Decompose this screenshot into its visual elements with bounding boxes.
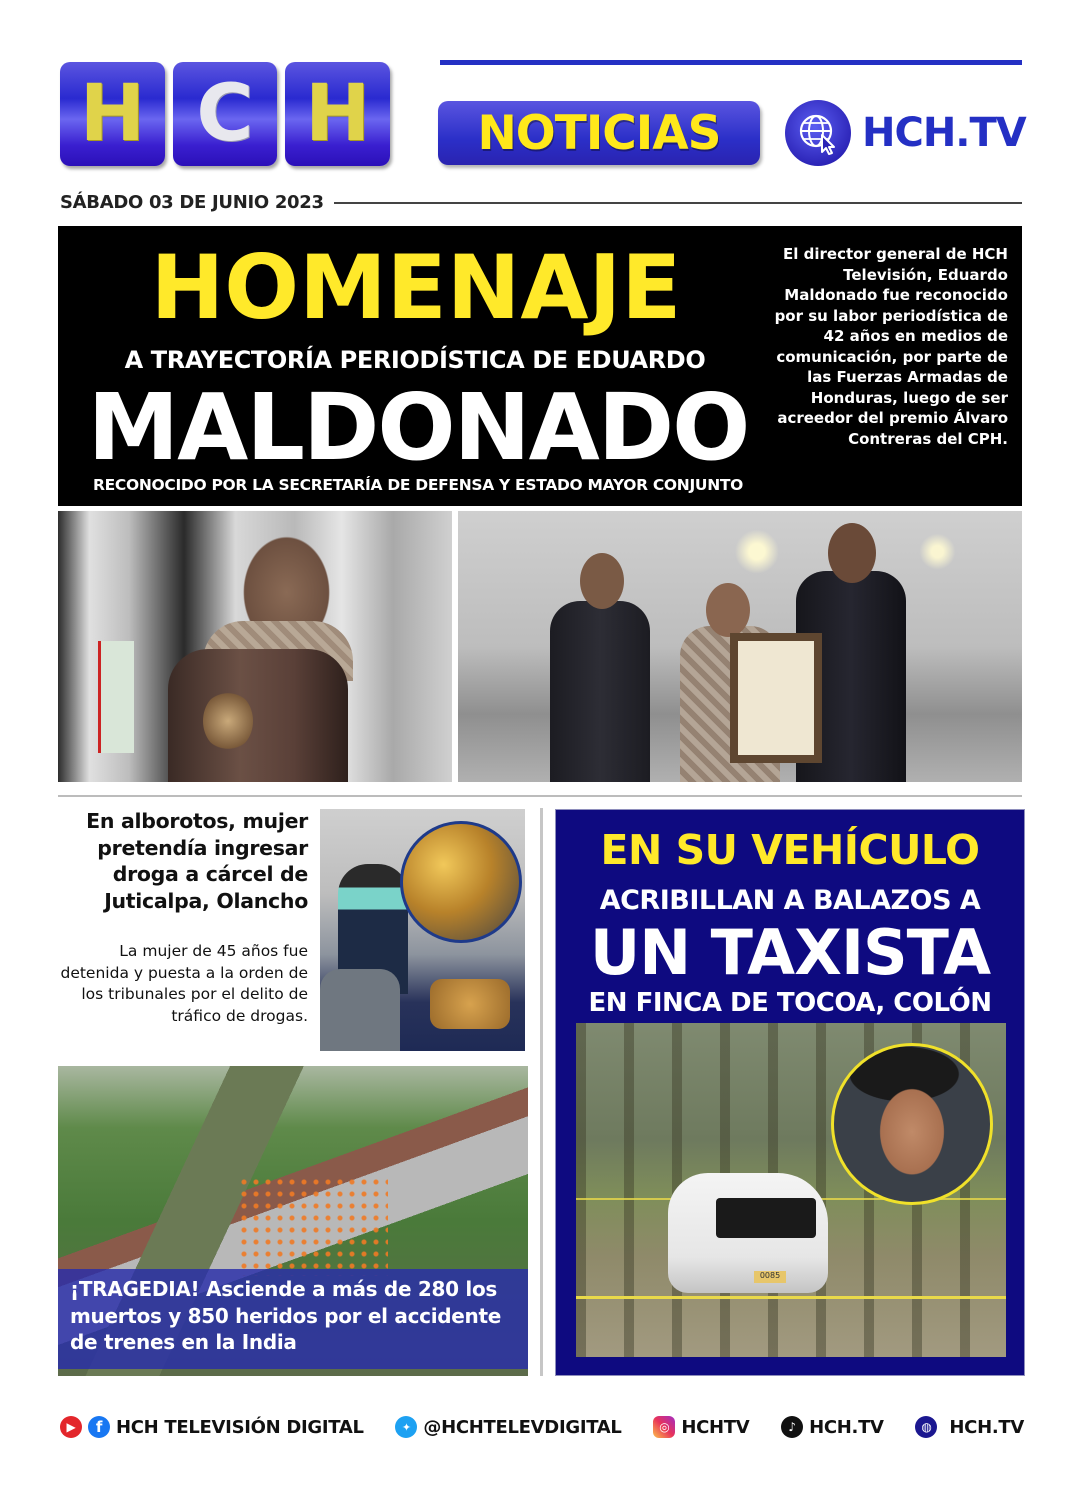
lead-subtitle: A TRAYECTORÍA PERIODÍSTICA DE EDUARDO	[124, 346, 706, 374]
crest-emblem-icon	[203, 691, 253, 751]
twitter-icon: ✦	[395, 1416, 417, 1438]
website-link[interactable]: HCH.TV	[862, 110, 1026, 156]
social-label: HCHTV	[681, 1416, 750, 1438]
attendee-head	[580, 553, 624, 609]
taxi-subtitle: ACRIBILLAN A BALAZOS A	[599, 885, 981, 916]
social-twitter[interactable]	[395, 1416, 621, 1438]
social-label: HCH.TV	[949, 1416, 1024, 1438]
social-footer	[60, 1412, 1024, 1442]
publication-date: SÁBADO 03 DE JUNIO 2023	[60, 192, 324, 213]
podium	[168, 649, 348, 782]
globe-cursor-icon[interactable]	[785, 100, 851, 166]
photo-speech-at-podium[interactable]	[58, 511, 452, 782]
logo-letter-h: H	[60, 62, 165, 166]
dateline	[60, 192, 1022, 213]
dateline-rule	[334, 202, 1022, 204]
license-plate: 0085	[754, 1271, 786, 1283]
train-story-headline: ¡TRAGEDIA! Asciende a más de 280 los muertos y 850 heridos por el accidente de trenes en la India	[70, 1277, 502, 1354]
instagram-icon: ◎	[653, 1416, 675, 1438]
plastic-bag	[320, 969, 400, 1051]
photo-drug-seizure[interactable]	[320, 809, 525, 1051]
drug-story-headline[interactable]: En alborotos, mujer pretendía ingresar droga a cárcel de Juticalpa, Olancho	[86, 809, 308, 913]
framed-diploma	[730, 633, 822, 763]
lead-kicker: HOMENAJE	[150, 236, 682, 339]
photo-award-presentation[interactable]	[458, 511, 1022, 782]
lead-headline-name: MALDONADO	[87, 374, 749, 481]
column-divider	[540, 808, 543, 1376]
header-rule	[440, 60, 1022, 65]
rescue-workers	[238, 1176, 388, 1276]
hch-logo[interactable]	[60, 62, 390, 166]
logo-letter-h: H	[285, 62, 390, 166]
social-label: HCH TELEVISIÓN DIGITAL	[116, 1416, 364, 1438]
tiktok-icon: ♪	[781, 1416, 803, 1438]
social-youtube-facebook[interactable]	[60, 1416, 364, 1438]
attendee-figure	[550, 601, 650, 782]
social-tiktok[interactable]	[781, 1416, 884, 1438]
taxi-kicker: EN SU VEHÍCULO	[600, 826, 980, 874]
social-website[interactable]	[915, 1416, 1024, 1438]
social-instagram[interactable]	[653, 1416, 749, 1438]
victim-portrait	[831, 1043, 993, 1205]
photo-crime-scene[interactable]	[576, 1023, 1006, 1357]
lead-deck: RECONOCIDO POR LA SECRETARÍA DE DEFENSA Y ESTADO MAYOR CONJUNTO	[92, 476, 744, 494]
lead-story[interactable]	[58, 226, 1022, 506]
police-tape	[576, 1296, 1006, 1299]
youtube-icon: ▶	[60, 1416, 82, 1438]
gift-box	[98, 641, 134, 753]
social-label: HCH.TV	[809, 1416, 884, 1438]
inset-closeup-packets	[400, 821, 522, 943]
taxi-story[interactable]	[555, 809, 1025, 1376]
facebook-icon: f	[88, 1416, 110, 1438]
logo-letter-c: C	[173, 62, 278, 166]
drug-packets	[430, 979, 510, 1029]
open-trunk	[716, 1198, 816, 1238]
section-divider	[58, 795, 1022, 797]
taxi-headline: UN TAXISTA	[589, 916, 991, 989]
section-badge: NOTICIAS	[438, 101, 760, 165]
drug-story-body: La mujer de 45 años fue detenida y puesta a la orden de los tribunales por el delito de tráfico de drogas.	[60, 942, 308, 1025]
honoree-head	[706, 583, 750, 637]
photo-train-accident[interactable]	[58, 1066, 528, 1376]
lead-summary: El director general de HCH Televisión, Eduardo Maldonado fue reconocido por su labor periodística de 42 años en medios de comunicación, por parte de las Fuerzas Armadas de Honduras, luego de ser acreedor del premio Álvaro Contreras del CPH.	[774, 245, 1008, 448]
web-globe-icon: ◍	[915, 1416, 937, 1438]
taxi-location: EN FINCA DE TOCOA, COLÓN	[588, 988, 992, 1018]
presenter-head	[828, 523, 876, 583]
social-label: @HCHTELEVDIGITAL	[423, 1416, 622, 1438]
